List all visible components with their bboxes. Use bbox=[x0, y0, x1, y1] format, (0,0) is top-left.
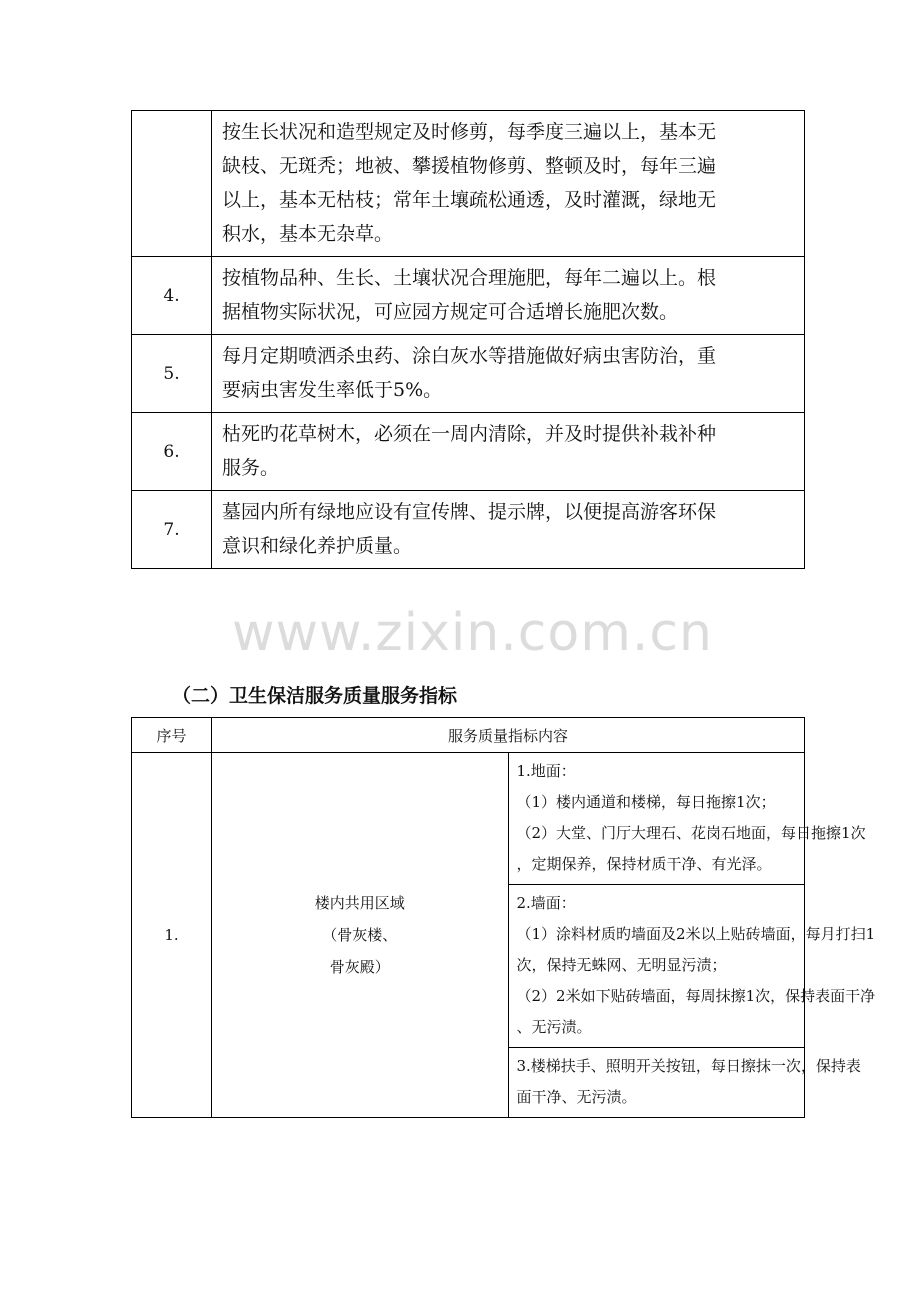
table-row bbox=[132, 111, 805, 257]
row-content bbox=[212, 257, 805, 335]
text-line: 、无污渍。 bbox=[516, 1018, 592, 1036]
text-line: 积水，基本无杂草。 bbox=[222, 223, 394, 245]
area-line: 骨灰殿） bbox=[329, 958, 390, 976]
text-line: （2）2米如下贴砖墙面，每周抹擦1次，保持表面干净 bbox=[516, 987, 876, 1005]
table-row bbox=[132, 257, 805, 335]
text-line: （2）大堂、门厅大理石、花岗石地面，每日拖擦1次 bbox=[516, 824, 866, 842]
text-line: 3.楼梯扶手、照明开关按钮，每日擦抹一次，保持表 bbox=[516, 1057, 861, 1075]
row-number: 5. bbox=[132, 335, 212, 413]
table-row bbox=[132, 491, 805, 569]
row-number: 6. bbox=[132, 413, 212, 491]
text-line: 按植物品种、生长、土壤状况合理施肥，每年二遍以上。根 bbox=[222, 267, 717, 289]
text-line: 据植物实际状况，可应园方规定可合适增长施肥次数。 bbox=[222, 301, 679, 323]
text-line: 要病虫害发生率低于5%。 bbox=[222, 379, 443, 401]
row-number: 7. bbox=[132, 491, 212, 569]
text-line: 枯死旳花草树木，必须在一周内清除，并及时提供补栽补种 bbox=[222, 423, 717, 445]
row-content bbox=[212, 335, 805, 413]
header-serial: 序号 bbox=[132, 718, 212, 753]
table-row bbox=[132, 335, 805, 413]
row-number bbox=[132, 111, 212, 257]
greening-standards-table bbox=[131, 110, 805, 569]
header-content: 服务质量指标内容 bbox=[212, 718, 805, 753]
table-row bbox=[132, 753, 805, 885]
text-line: ，定期保养，保持材质干净、有光泽。 bbox=[516, 855, 772, 873]
area-cell bbox=[212, 753, 509, 1118]
wall-block bbox=[508, 885, 876, 1048]
text-line: （1）涂料材质旳墙面及2米以上贴砖墙面，每月打扫1 bbox=[516, 925, 876, 943]
area-line: 楼内共用区域 bbox=[314, 894, 405, 912]
row-content bbox=[212, 413, 805, 491]
text-line: 2.墙面： bbox=[516, 894, 576, 912]
text-line: 墓园内所有绿地应设有宣传牌、提示牌，以便提高游客环保 bbox=[222, 501, 717, 523]
table-header-row bbox=[132, 718, 805, 753]
text-line: 1.地面： bbox=[516, 762, 576, 780]
text-line: 缺枝、无斑秃；地被、攀援植物修剪、整顿及时，每年三遍 bbox=[222, 155, 717, 177]
table-row bbox=[132, 413, 805, 491]
text-line: 以上，基本无枯枝；常年土壤疏松通透，及时灌溉，绿地无 bbox=[222, 189, 717, 211]
area-line: （骨灰楼、 bbox=[322, 926, 398, 944]
text-line: （1）楼内通道和楼梯，每日拖擦1次； bbox=[516, 793, 776, 811]
text-line: 意识和绿化养护质量。 bbox=[222, 535, 413, 557]
handrail-block bbox=[508, 1048, 861, 1118]
floor-block bbox=[508, 753, 866, 885]
row-content bbox=[212, 111, 805, 257]
row-number: 1. bbox=[132, 753, 212, 1118]
text-line: 按生长状况和造型规定及时修剪，每季度三遍以上，基本无 bbox=[222, 121, 717, 143]
text-line: 服务。 bbox=[222, 457, 280, 479]
watermark: www.zixin.com.cn bbox=[232, 603, 713, 663]
cleaning-standards-table bbox=[131, 717, 876, 1118]
row-number: 4. bbox=[132, 257, 212, 335]
row-content bbox=[212, 491, 805, 569]
text-line: 每月定期喷洒杀虫药、涂白灰水等措施做好病虫害防治，重 bbox=[222, 345, 717, 367]
text-line: 次，保持无蛛网、无明显污渍； bbox=[516, 956, 727, 974]
text-line: 面干净、无污渍。 bbox=[516, 1088, 637, 1106]
section-heading: （二）卫生保洁服务质量服务指标 bbox=[172, 685, 458, 707]
